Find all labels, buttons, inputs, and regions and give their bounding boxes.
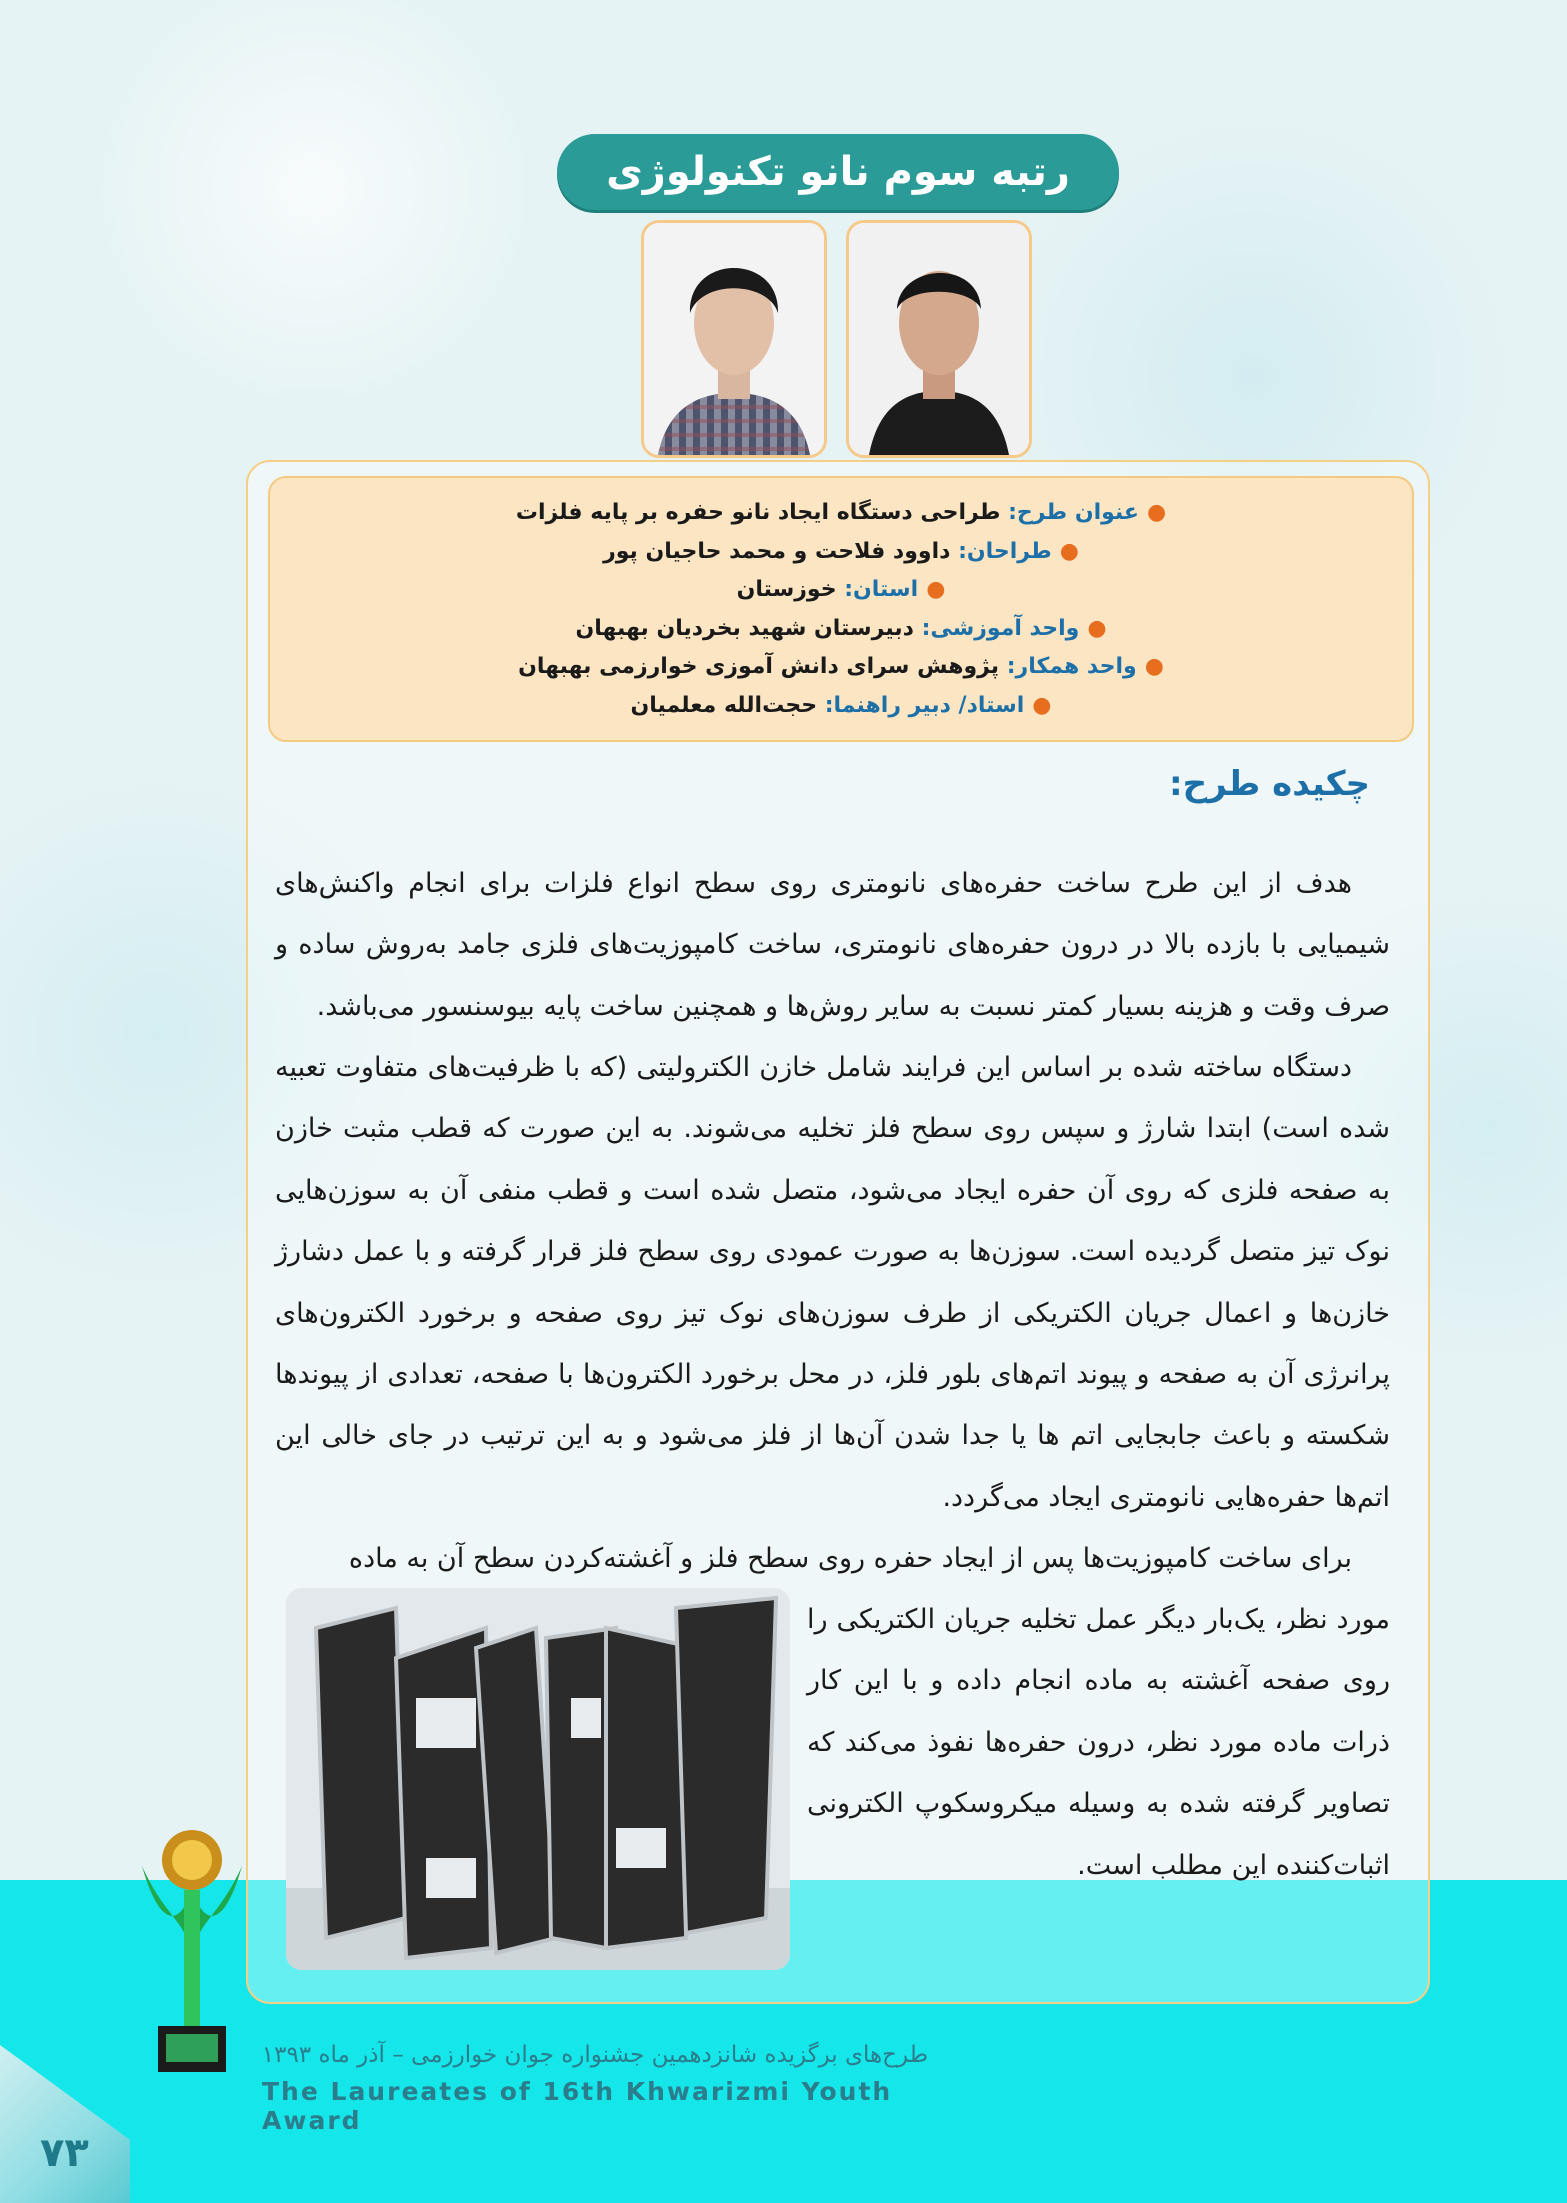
page-title: رتبه سوم نانو تکنولوژی — [557, 134, 1119, 210]
page-number: ۷۳ — [40, 2130, 89, 2176]
portrait-photo-1 — [846, 220, 1032, 458]
abstract-heading: چکیده طرح: — [1169, 764, 1370, 804]
info-item-province: ●استان: خوزستان — [736, 577, 946, 602]
project-info-list — [270, 494, 1412, 725]
abstract-paragraph-3-line-1: برای ساخت کامپوزیت‌ها پس از ایجاد حفره روی سطح فلز و آغشته‌کردن سطح آن به ماده — [348, 1543, 1352, 1574]
bullet-icon: ● — [1059, 538, 1079, 564]
info-item-title: ●عنوان طرح: طراحی دستگاه ایجاد نانو حفره بر پایه فلزات — [515, 500, 1167, 525]
bullet-icon: ● — [1144, 654, 1164, 679]
info-item-partner: ●واحد همکار: پژوهش سرای دانش آموزی خوارزمی بهبهان — [518, 654, 1164, 679]
bullet-icon: ● — [926, 577, 946, 602]
info-item-school: ●واحد آموزشی: دبیرستان شهید بخردیان بهبهان — [575, 615, 1107, 641]
abstract-paragraph-3-rest: مورد نظر، یک‌بار دیگر عمل تخلیه جریان الکتریکی را روی صفحه آغشته به ماده انجام داده و با این کار ذرات ماده مورد نظر، درون حفره‌ها نفوذ می‌کند که تصاویر گرفته شده به وسیله میکروسکوپ الکترونی اثبات‌کننده این مطلب است. — [807, 1604, 1390, 1881]
project-info-box — [268, 476, 1414, 742]
bullet-icon: ● — [1146, 500, 1167, 525]
footer-english-caption: The Laureates of 16th Khwarizmi Youth Award — [262, 2077, 893, 2135]
trophy-logo — [136, 1826, 248, 2082]
info-item-designers: ●طراحان: داوود فلاحت و محمد حاجیان پور — [603, 538, 1079, 564]
device-photo — [286, 1588, 790, 1970]
abstract-paragraph-2: دستگاه ساخته شده بر اساس این فرایند شامل خازن الکترولیتی (که با ظرفیت‌های متفاوت تعبیه شده است) ابتدا شارژ و سپس روی سطح فلز تخلیه می‌شوند. به این صورت که قطب مثبت خازن به صفحه فلزی که روی آن حفره ایجاد می‌شود، متصل شده است و قطب منفی آن به سوزن‌هایی نوک تیز متصل گردیده است. سوزن‌ها به صورت عمودی روی سطح فلز قرار گرفته و با عمل دشارژ خازن‌ها و اعمال جریان الکتریکی از طرف سوزن‌های نوک تیز روی صفحه و برخورد الکترون‌های پرانرژی آن به صفحه و پیوند اتم‌های بلور فلز، در محل برخورد الکترون‌ها با صفحه، تعدادی از پیوندها شکسته و باعث جابجایی اتم ها یا جدا شدن آن‌ها از فلز می‌شود و به این ترتیب در جای خالی این اتم‌ها حفره‌هایی نانومتری ایجاد می‌گردد. — [275, 1052, 1390, 1513]
abstract-paragraph-1: هدف از این طرح ساخت حفره‌های نانومتری روی سطح انواع فلزات برای انجام واکنش‌های شیمیایی با بازده بالا در درون حفره‌های نانومتری، ساخت کامپوزیت‌های فلزی جامد به‌روش ساده و صرف وقت و هزینه بسیار کمتر نسبت به سایر روش‌ها و همچنین ساخت پایه بیوسنسور می‌باشد. — [275, 868, 1390, 1022]
footer-persian-caption: طرح‌های برگزیده شانزدهمین جشنواره جوان خوارزمی – آذر ماه ۱۳۹۳ — [261, 2042, 928, 2068]
bullet-icon: ● — [1032, 692, 1052, 718]
portrait-photo-2 — [641, 220, 827, 458]
info-item-advisor: ●استاد/ دبیر راهنما: حجت‌الله معلمیان — [630, 692, 1052, 718]
bullet-icon: ● — [1087, 615, 1107, 641]
